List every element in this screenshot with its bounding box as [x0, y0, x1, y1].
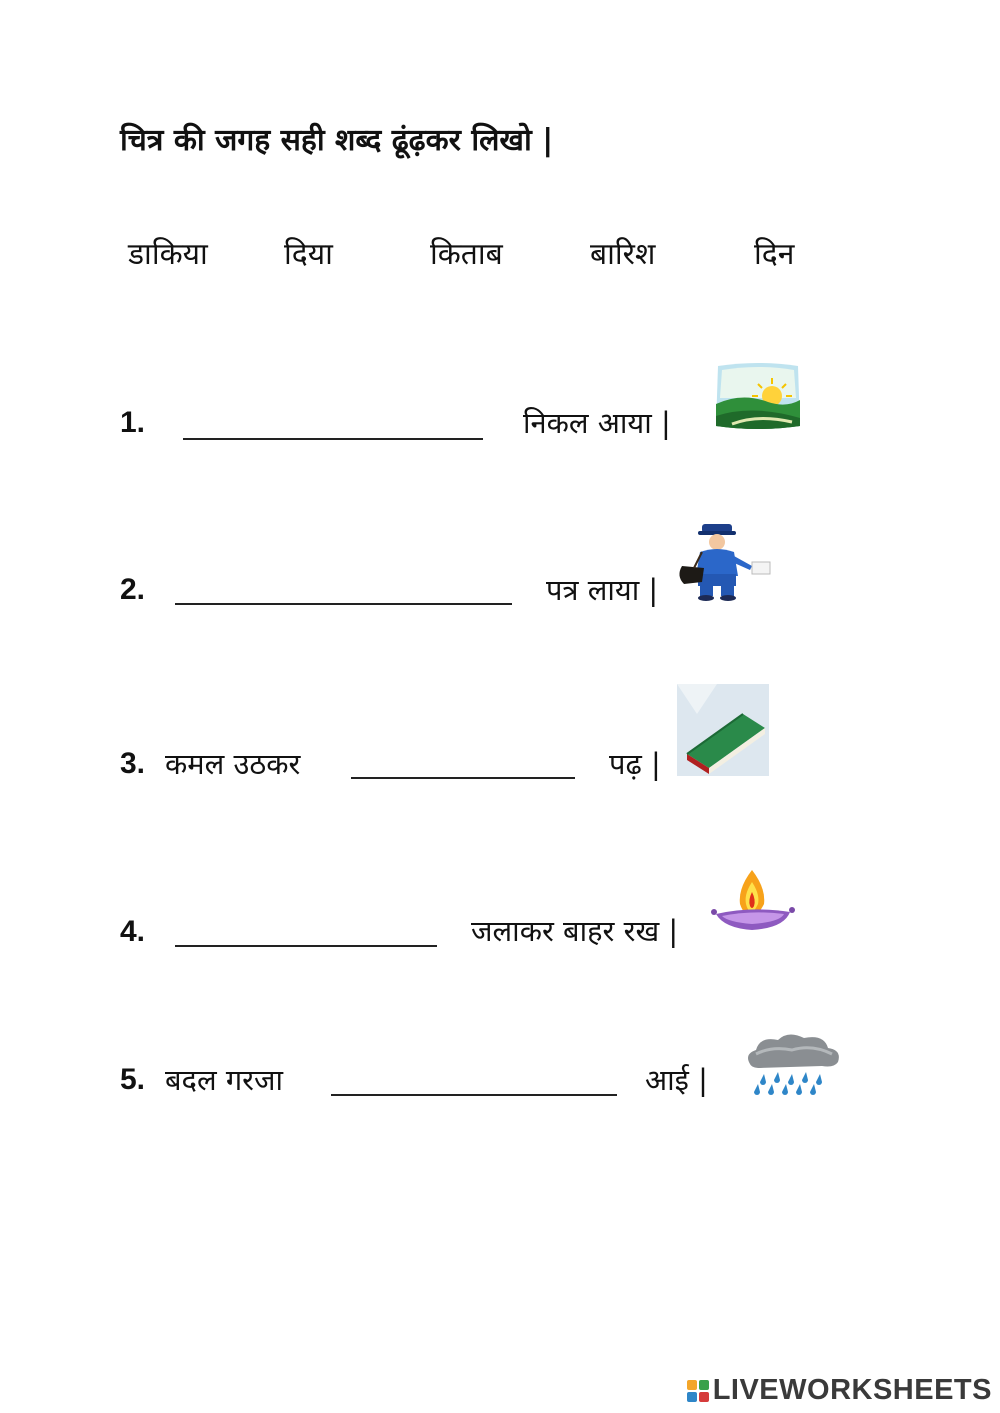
word-bank-item: दिन — [754, 237, 795, 272]
answer-blank-4[interactable] — [175, 945, 437, 947]
liveworksheets-logo-icon — [687, 1380, 709, 1402]
word-bank-item: किताब — [430, 237, 503, 272]
rain-cloud-icon — [742, 1030, 846, 1096]
brand-name: LIVEWORKSHEETS — [712, 1374, 992, 1406]
diya-lamp-icon — [710, 866, 796, 936]
question-text-before: बदल गरजा — [165, 1063, 284, 1097]
word-bank-item: दिया — [284, 237, 333, 272]
question-text-before: कमल उठकर — [165, 747, 301, 781]
question-text-after: आई | — [645, 1063, 708, 1097]
answer-blank-2[interactable] — [175, 603, 512, 605]
postman-icon — [672, 520, 776, 602]
question-text-after: पढ़ | — [609, 747, 661, 781]
answer-blank-3[interactable] — [351, 777, 575, 779]
question-text-after: पत्र लाया | — [546, 573, 659, 607]
answer-blank-5[interactable] — [331, 1094, 617, 1096]
question-number: 5. — [120, 1063, 146, 1096]
question-number: 3. — [120, 747, 146, 780]
sun-landscape-icon — [712, 360, 804, 432]
question-text-after: जलाकर बाहर रख | — [471, 914, 679, 948]
question-number: 2. — [120, 573, 146, 606]
question-number: 4. — [120, 915, 146, 948]
question-number: 1. — [120, 406, 146, 439]
question-text-after: निकल आया | — [523, 406, 671, 440]
word-bank-item: बारिश — [590, 237, 656, 272]
word-bank-item: डाकिया — [128, 237, 208, 272]
footer-brand — [687, 1374, 992, 1407]
worksheet-title: चित्र की जगह सही शब्द ढूंढ़कर लिखो | — [120, 123, 554, 158]
answer-blank-1[interactable] — [183, 438, 483, 440]
book-icon — [677, 684, 769, 776]
